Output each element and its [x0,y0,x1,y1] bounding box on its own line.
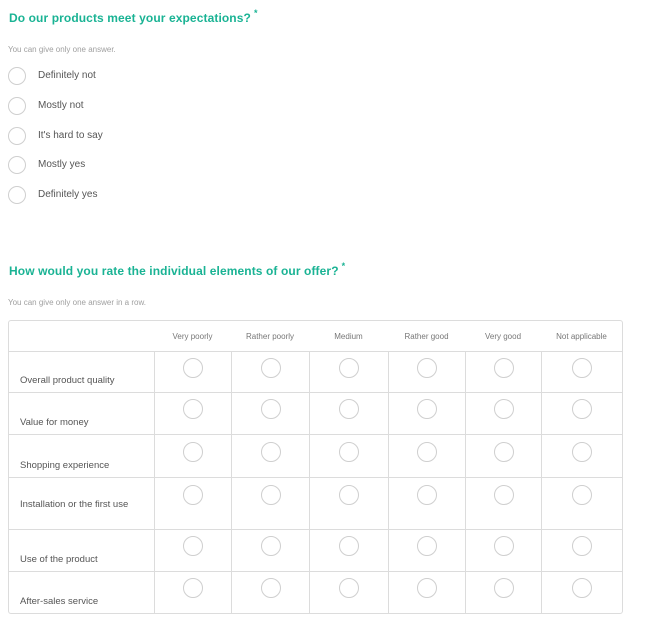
question-2-title-text: How would you rate the individual elements of our offer? [9,264,339,278]
matrix-cell [465,435,541,478]
matrix-cell [541,572,622,613]
matrix-cell [465,352,541,393]
matrix-cell [465,393,541,435]
matrix-cell [541,393,622,435]
matrix-cell [309,435,388,478]
question-1-hint: You can give only one answer. [8,45,116,54]
radio-button[interactable] [261,536,281,556]
matrix-cell [309,530,388,572]
question-2-hint: You can give only one answer in a row. [8,298,147,307]
option-mostly-not[interactable] [8,97,103,127]
option-definitely-not[interactable] [8,67,103,97]
question-1-options [8,67,103,216]
radio-button[interactable] [494,536,514,556]
option-label: It's hard to say [38,129,103,141]
matrix-row-installation-first-use [9,478,622,530]
matrix-cell [154,393,231,435]
radio-button[interactable] [8,156,26,174]
radio-button[interactable] [417,442,437,462]
option-label: Definitely yes [38,189,98,201]
radio-button[interactable] [8,127,26,145]
required-marker: * [341,261,346,271]
radio-button[interactable] [494,442,514,462]
radio-button[interactable] [417,358,437,378]
row-label: Installation or the first use [9,478,154,530]
radio-button[interactable] [417,485,437,505]
row-label: After-sales service [20,596,99,607]
radio-button[interactable] [261,399,281,419]
option-definitely-yes[interactable] [8,186,103,216]
option-mostly-yes[interactable] [8,156,103,186]
radio-button[interactable] [261,442,281,462]
matrix-cell [388,393,465,435]
required-marker: * [253,8,258,18]
matrix-cell [388,530,465,572]
radio-button[interactable] [8,97,26,115]
radio-button[interactable] [339,399,359,419]
column-header-rather-good: Rather good [388,321,465,352]
radio-button[interactable] [261,358,281,378]
option-label: Mostly not [38,99,84,111]
question-1-title-text: Do our products meet your expectations? [9,11,251,25]
matrix-row-use-of-product [9,530,622,572]
row-label: Value for money [9,393,154,435]
radio-button[interactable] [261,578,281,598]
radio-button[interactable] [572,485,592,505]
radio-button[interactable] [572,578,592,598]
matrix-corner-cell [9,321,154,352]
matrix-cell [231,572,309,613]
radio-button[interactable] [339,485,359,505]
radio-button[interactable] [572,442,592,462]
matrix-cell [309,352,388,393]
question-2-title [9,261,346,278]
matrix-cell [231,393,309,435]
column-header-very-poorly: Very poorly [154,321,231,352]
column-header-medium: Medium [309,321,388,352]
matrix-cell [541,530,622,572]
radio-button[interactable] [417,578,437,598]
column-header-rather-poorly: Rather poorly [231,321,309,352]
column-header-not-applicable: Not applicable [541,321,622,352]
matrix-cell [154,478,231,530]
radio-button[interactable] [494,399,514,419]
row-label: Shopping experience [9,435,154,478]
matrix-cell [309,572,388,613]
radio-button[interactable] [494,358,514,378]
matrix-row-after-sales-service [9,572,622,613]
option-hard-to-say[interactable] [8,127,103,157]
radio-button[interactable] [339,536,359,556]
radio-button[interactable] [572,358,592,378]
radio-button[interactable] [183,578,203,598]
matrix-cell [309,393,388,435]
matrix-cell [541,478,622,530]
matrix-row-value-for-money [9,393,622,435]
radio-button[interactable] [339,358,359,378]
matrix-cell [231,478,309,530]
matrix-cell [231,352,309,393]
radio-button[interactable] [261,485,281,505]
matrix-cell [465,530,541,572]
matrix-header-row [9,321,622,352]
column-header-very-good: Very good [465,321,541,352]
matrix-cell [154,435,231,478]
radio-button[interactable] [183,442,203,462]
matrix-cell [388,435,465,478]
radio-button[interactable] [494,485,514,505]
radio-button[interactable] [572,536,592,556]
matrix-cell [231,530,309,572]
matrix-cell [465,572,541,613]
matrix-cell [154,352,231,393]
matrix-cell [231,435,309,478]
matrix-cell [388,572,465,613]
radio-button[interactable] [417,536,437,556]
radio-button[interactable] [494,578,514,598]
rating-matrix [8,320,623,614]
radio-button[interactable] [8,67,26,85]
matrix-cell [388,478,465,530]
radio-button[interactable] [183,399,203,419]
radio-button[interactable] [339,578,359,598]
row-label: Overall product quality [9,352,154,393]
radio-button[interactable] [183,536,203,556]
matrix-cell [541,352,622,393]
option-label: Mostly yes [38,159,86,171]
option-label: Definitely not [38,70,96,81]
radio-button[interactable] [8,186,26,204]
radio-button[interactable] [339,442,359,462]
matrix-cell [309,478,388,530]
matrix-cell [465,478,541,530]
radio-button[interactable] [183,485,203,505]
matrix-cell [388,352,465,393]
matrix-row-overall-product-quality [9,352,622,393]
radio-button[interactable] [417,399,437,419]
radio-button[interactable] [572,399,592,419]
matrix-row-shopping-experience [9,435,622,478]
question-1-title [9,8,258,25]
row-label: Use of the product [9,530,154,572]
matrix-cell [154,530,231,572]
matrix-cell [154,572,231,613]
matrix-cell [541,435,622,478]
radio-button[interactable] [183,358,203,378]
